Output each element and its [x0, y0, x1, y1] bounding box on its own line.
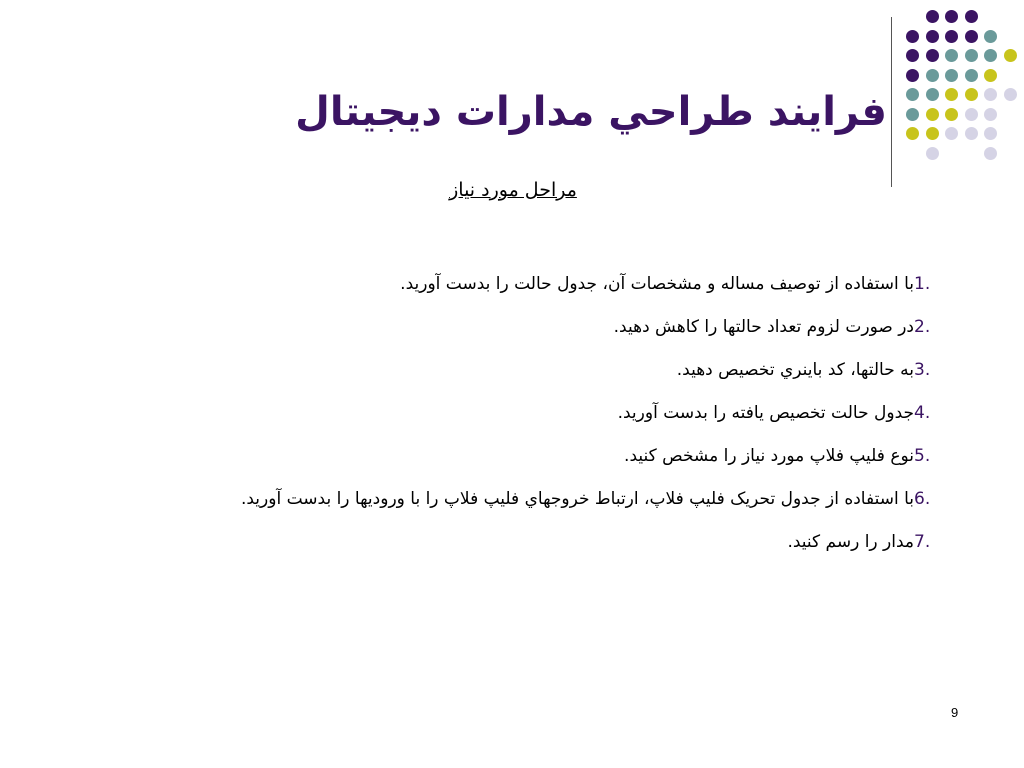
- decorative-dot: [1004, 88, 1017, 101]
- decorative-dot: [926, 147, 939, 160]
- step-number: 4.: [914, 402, 931, 423]
- decorative-dot: [984, 88, 997, 101]
- decorative-dot: [945, 88, 958, 101]
- decorative-dot: [926, 30, 939, 43]
- slide-subtitle: مراحل مورد نياز: [449, 179, 577, 201]
- decorative-dot: [945, 30, 958, 43]
- decorative-dot: [965, 108, 978, 121]
- decorative-dot: [984, 147, 997, 160]
- decorative-dot: [1004, 49, 1017, 62]
- list-item: [241, 434, 962, 477]
- decorative-dot: [965, 30, 978, 43]
- decorative-dot: [926, 127, 939, 140]
- decorative-dot: [945, 10, 958, 23]
- decorative-dot: [926, 88, 939, 101]
- decorative-dot: [965, 69, 978, 82]
- step-number: 2.: [914, 316, 931, 337]
- step-number: 1.: [914, 273, 931, 294]
- decorative-dot-grid: [906, 10, 1018, 170]
- step-text: جدول حالت تخصیص یافته را بدست آورید.: [617, 402, 914, 423]
- decorative-dot: [926, 69, 939, 82]
- step-text: با استفاده از توصیف مساله و مشخصات آن، جدول حالت را بدست آورید.: [400, 273, 914, 294]
- step-number: 6.: [914, 488, 931, 509]
- decorative-dot: [906, 127, 919, 140]
- step-text: نوع فلیپ فلاپ مورد نیاز را مشخص کنید.: [624, 445, 914, 466]
- decorative-dot: [906, 30, 919, 43]
- decorative-dot: [984, 30, 997, 43]
- decorative-dot: [906, 69, 919, 82]
- steps-list: [241, 262, 962, 563]
- slide-title: فرايند طراحي مدارات ديجيتال: [295, 89, 887, 135]
- decorative-dot: [945, 69, 958, 82]
- title-divider-line: [891, 17, 892, 187]
- step-text: به حالتها، کد باينري تخصیص دهید.: [676, 359, 914, 380]
- step-text: مدار را رسم کنید.: [787, 531, 914, 552]
- decorative-dot: [945, 127, 958, 140]
- decorative-dot: [926, 108, 939, 121]
- list-item: [241, 391, 962, 434]
- decorative-dot: [926, 49, 939, 62]
- decorative-dot: [926, 10, 939, 23]
- step-text: با استفاده از جدول تحریک فلیپ فلاپ، ارتباط خروجهاي فلیپ فلاپ را با ورودیها را بدست آورید.: [240, 488, 914, 509]
- list-item: [241, 305, 962, 348]
- decorative-dot: [965, 10, 978, 23]
- decorative-dot: [906, 108, 919, 121]
- list-item: [241, 477, 962, 520]
- step-number: 7.: [914, 531, 931, 552]
- list-item: [241, 262, 962, 305]
- decorative-dot: [965, 88, 978, 101]
- decorative-dot: [945, 49, 958, 62]
- decorative-dot: [906, 49, 919, 62]
- step-text: در صورت لزوم تعداد حالتها را کاهش دهید.: [613, 316, 914, 337]
- decorative-dot: [906, 88, 919, 101]
- slide-number: 9: [951, 705, 959, 720]
- decorative-dot: [984, 69, 997, 82]
- decorative-dot: [984, 108, 997, 121]
- decorative-dot: [984, 127, 997, 140]
- decorative-dot: [984, 49, 997, 62]
- decorative-dot: [945, 108, 958, 121]
- decorative-dot: [965, 127, 978, 140]
- list-item: [241, 348, 962, 391]
- decorative-dot: [965, 49, 978, 62]
- step-number: 5.: [914, 445, 931, 466]
- list-item: [241, 520, 962, 563]
- step-number: 3.: [914, 359, 931, 380]
